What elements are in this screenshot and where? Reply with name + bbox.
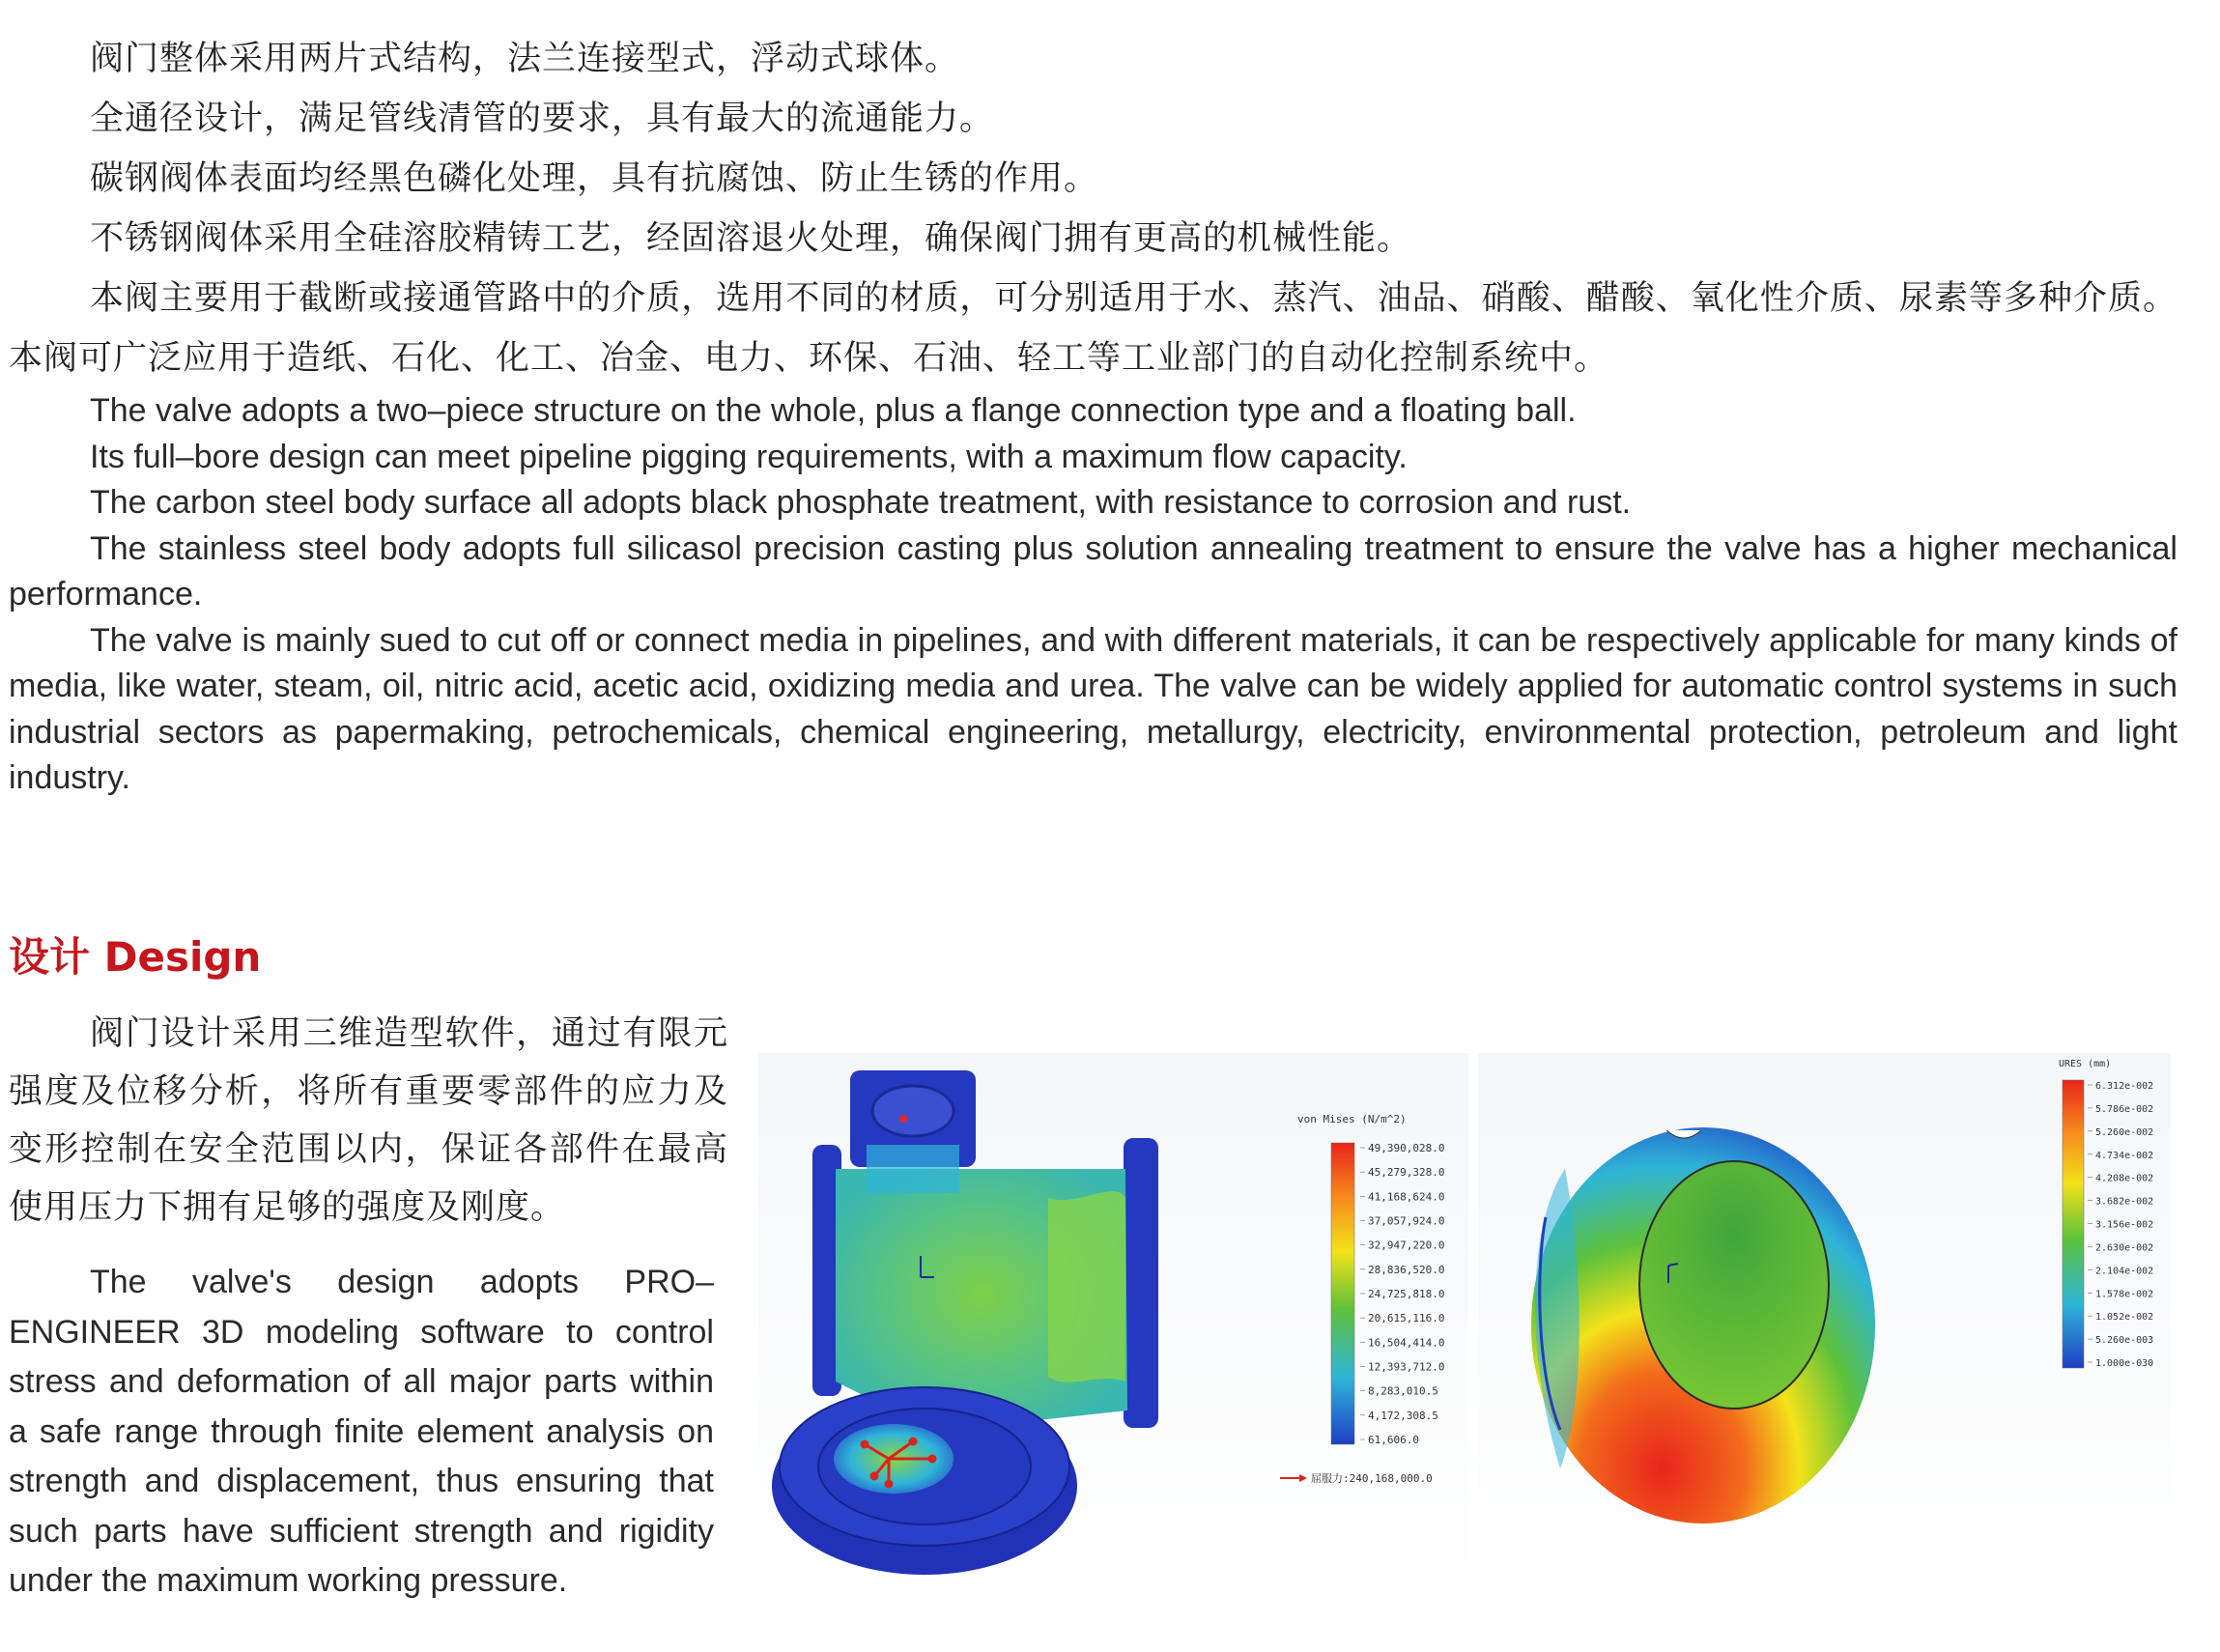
ball-bore xyxy=(1639,1161,1829,1409)
design-chinese-text xyxy=(9,1005,728,1237)
intro-zh-paragraph-4: 不锈钢阀体采用全硅溶胶精铸工艺，经固溶退火处理，确保阀门拥有更高的机械性能。 xyxy=(90,219,1412,258)
displacement-color-bar xyxy=(2063,1080,2084,1368)
intro-chinese-section xyxy=(9,29,2177,388)
intro-zh-paragraph-1: 阀门整体采用两片式结构，法兰连接型式，浮动式球体。 xyxy=(90,40,960,78)
displacement-legend-tick-label: 3.682e-002 xyxy=(2095,1196,2154,1208)
stress-legend-tick-label: 16,504,414.0 xyxy=(1368,1336,1445,1350)
displacement-legend-title: URES (mm) xyxy=(2059,1059,2112,1069)
intro-en-paragraph-2: Its full–bore design can meet pipeline pigging requirements, with a maximum flow capacity. xyxy=(90,438,1408,475)
intro-zh-paragraph-3: 碳钢阀体表面均经黑色磷化处理，具有抗腐蚀、防止生锈的作用。 xyxy=(90,159,1099,198)
design-en-paragraph: The valve's design adopts PRO–ENGINEER 3D modeling software to control stress and deformation of all major parts within a safe range through finite element analysis on strength and displacement, thus ensuring that such parts have sufficient strength and rigidity under the maximum working pressure. xyxy=(9,1264,714,1599)
stress-legend-tick-label: 24,725,818.0 xyxy=(1368,1288,1445,1300)
ball-model xyxy=(1531,1127,1875,1524)
displacement-legend-tick-label: 6.312e-002 xyxy=(2095,1081,2154,1092)
displacement-legend-tick-label: 5.260e-002 xyxy=(2095,1126,2154,1138)
fea-analysis-illustration xyxy=(758,1053,2171,1586)
stress-legend-tick-label: 4,172,308.5 xyxy=(1368,1409,1438,1422)
displacement-legend-tick-label: 1.052e-002 xyxy=(2095,1312,2154,1324)
stress-legend-tick-label: 61,606.0 xyxy=(1368,1434,1419,1446)
stress-legend-tick-label: 37,057,924.0 xyxy=(1368,1214,1445,1228)
stress-legend-title: von Mises (N/m^2) xyxy=(1297,1113,1407,1125)
design-zh-paragraph: 阀门设计采用三维造型软件，通过有限元强度及位移分析，将所有重要零部件的应力及变形控制在安全范围以内，保证各部件在最高使用压力下拥有足够的强度及刚度。 xyxy=(9,1014,728,1227)
displacement-legend-tick-label: 5.260e-003 xyxy=(2095,1335,2154,1347)
intro-en-paragraph-1: The valve adopts a two–piece structure on the whole, plus a flange connection type and a floating ball. xyxy=(90,392,1577,429)
intro-en-paragraph-3: The carbon steel body surface all adopts black phosphate treatment, with resistance to corrosion and rust. xyxy=(90,484,1632,521)
stress-legend-tick-label: 12,393,712.0 xyxy=(1368,1360,1445,1374)
stress-legend-tick-label: 32,947,220.0 xyxy=(1368,1239,1445,1252)
design-section-title: 设计 Design xyxy=(9,933,262,981)
stress-legend-tick-label: 41,168,624.0 xyxy=(1368,1190,1445,1204)
displacement-legend-tick-label: 4.734e-002 xyxy=(2095,1150,2154,1161)
displacement-legend-tick-label: 1.000e-030 xyxy=(2095,1358,2154,1369)
intro-zh-paragraph-2: 全通径设计，满足管线清管的要求，具有最大的流通能力。 xyxy=(90,100,995,138)
yield-strength-label: 屈服力:240,168,000.0 xyxy=(1311,1472,1433,1485)
right-flange xyxy=(1124,1138,1158,1428)
displacement-legend-tick-label: 1.578e-002 xyxy=(2095,1289,2154,1300)
stress-legend-tick-label: 20,615,116.0 xyxy=(1368,1312,1445,1325)
displacement-legend-tick-label: 3.156e-002 xyxy=(2095,1219,2154,1231)
stress-legend-tick-label: 8,283,010.5 xyxy=(1368,1384,1438,1398)
stress-legend-tick-label: 28,836,520.0 xyxy=(1368,1263,1445,1276)
intro-en-paragraph-4: The stainless steel body adopts full silicasol precision casting plus solution annealing treatment to ensure the valve has a higher mechanical performance. xyxy=(9,529,2177,612)
fea-analysis-panel xyxy=(758,1053,2171,1586)
intro-english-section xyxy=(9,388,2177,802)
displacement-legend-tick-label: 4.208e-002 xyxy=(2095,1173,2154,1184)
stress-color-bar xyxy=(1331,1143,1354,1444)
design-english-text xyxy=(9,1258,714,1607)
stress-legend-tick-label: 49,390,028.0 xyxy=(1368,1142,1445,1154)
displacement-legend-tick-label: 2.104e-002 xyxy=(2095,1266,2154,1277)
stress-legend-tick-label: 45,279,328.0 xyxy=(1368,1166,1445,1180)
intro-zh-paragraph-5: 本阀主要用于截断或接通管路中的介质，选用不同的材质，可分别适用于水、蒸汽、油品、硝酸、醋酸、氧化性介质、尿素等多种介质。本阀可广泛应用于造纸、石化、化工、冶金、电力、环保、石油、轻工等工业部门的自动化控制系统中。 xyxy=(9,279,2177,378)
intro-en-paragraph-5: The valve is mainly sued to cut off or connect media in pipelines, and with different materials, it can be respectively applicable for many kinds of media, like water, steam, oil, nitric acid, acetic acid, oxidizing media and urea. The valve can be widely applied for automatic control systems in such industrial sectors as papermaking, petrochemicals, chemical engineering, metallurgy, electricity, environmental protection, petroleum and light industry. xyxy=(9,621,2177,796)
displacement-legend-tick-label: 5.786e-002 xyxy=(2095,1103,2154,1115)
displacement-legend-tick-label: 2.630e-002 xyxy=(2095,1242,2154,1254)
